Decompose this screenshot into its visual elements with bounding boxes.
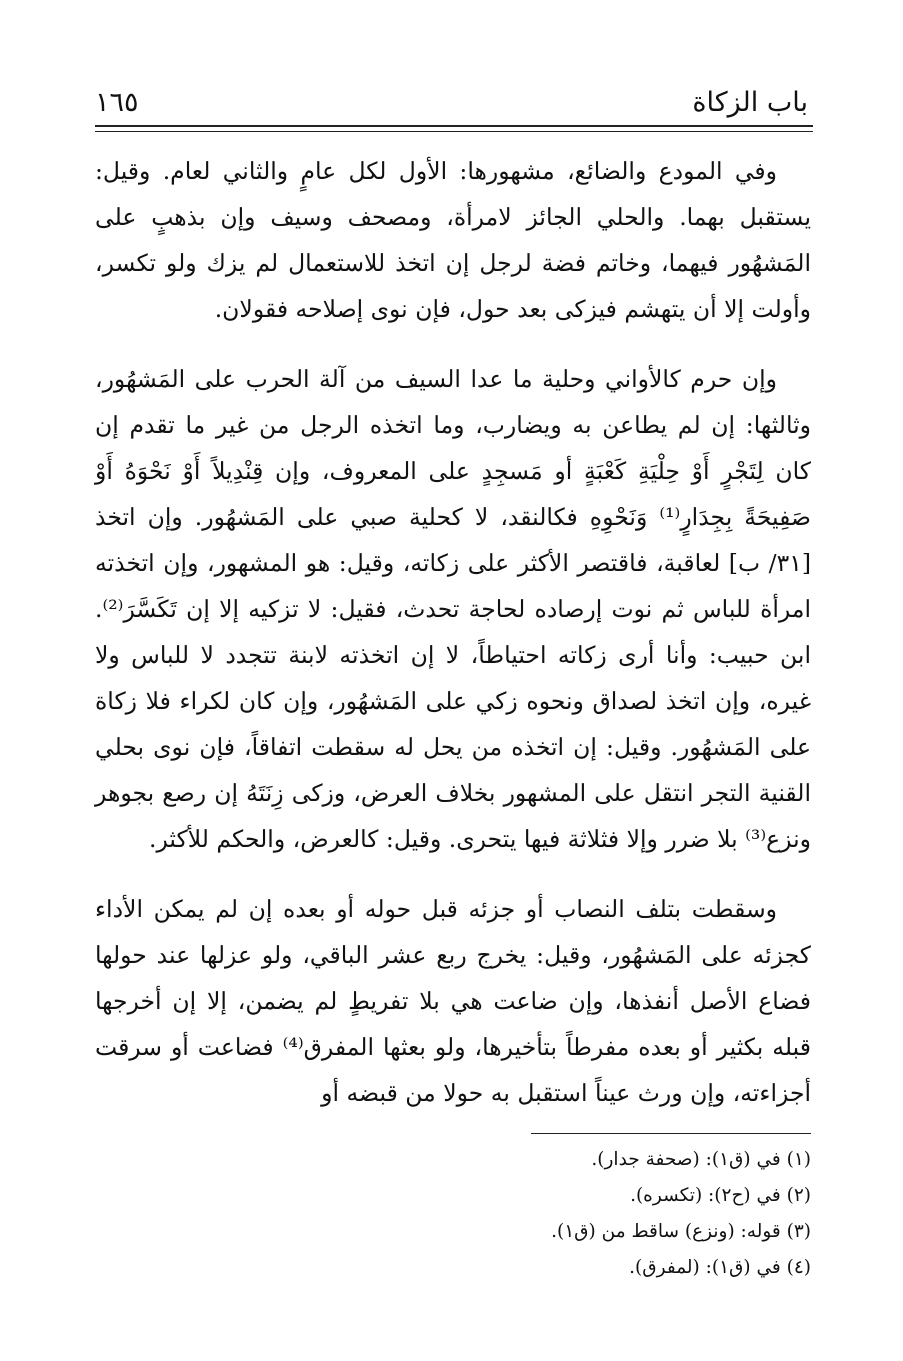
header-rule [95,125,813,127]
paragraph: وإن حرم كالأواني وحلية ما عدا السيف من آلة الحرب على المَشهُور، وثالثها: إن لم يطاعن به ويضارب، وما اتخذه الرجل من غير ما تقدم إن كان لِتَجْرٍ أَوْ حِلْيَةِ كَعْبَةٍ أو مَسجِدٍ على المعروف، وإن قِنْدِيلاً أَوْ نَحْوَهُ أَوْ صَفِيحَةً بِجِدَارٍ⁽¹⁾ وَنَحْوِهِ فكالنقد، لا كحلية صبي على المَشهُور. وإن اتخذ [٣١/ ب] لعاقبة، فاقتصر الأكثر على زكاته، وقيل: هو المشهور، وإن اتخذته امرأة للباس ثم نوت إرصاده لحاجة تحدث، فقيل: لا تزكيه إلا إن تَكَسَّرَ⁽²⁾. ابن حبيب: وأنا أرى زكاته احتياطاً، لا إن اتخذته لابنة تتجدد لا للباس ولا غيره، وإن اتخذ لصداق ونحوه زكي على المَشهُور، وإن كان لكراء فلا زكاة على المَشهُور. وقيل: إن اتخذه من يحل له سقطت اتفاقاً، فإن نوى بحلي القنية التجر انتقل على المشهور بخلاف العرض، وزكى زِنَتَهُ إن رصع بجوهر ونزع⁽³⁾ بلا ضرر وإلا فثلاثة فيها يتحرى. وقيل: كالعرض، والحكم للأكثر. [95,365,811,853]
footnote: (٢) في (ح٢): (تكسره). [630,1185,811,1206]
paragraph: وفي المودع والضائع، مشهورها: الأول لكل عامٍ والثاني لعام. وقيل: يستقبل بهما. والحلي الجائز لامرأة، ومصحف وسيف وإن بذهبٍ على المَشهُور فيهما، وخاتم فضة لرجل إن اتخذ للاستعمال لم يزك ولو تكسر، وأولت إلا أن يتهشم فيزكى بعد حول، فإن نوى إصلاحه فقولان. [95,157,811,323]
chapter-title: باب الزكاة [692,87,808,118]
footnote: (٣) قوله: (ونزع) ساقط من (ق١). [551,1221,811,1242]
header-rule-thin [95,131,813,132]
footnotes [95,1142,811,1286]
paragraph: وسقطت بتلف النصاب أو جزئه قبل حوله أو بعده إن لم يمكن الأداء كجزئه على المَشهُور، وقيل: يخرج ربع عشر الباقي، ولو عزلها عند حولها فضاع الأصل أنفذها، وإن ضاعت هي بلا تفريطٍ لم يضمن، إلا إن أخرجها قبله بكثير أو بعده مفرطاً بتأخيرها، ولو بعثها المفرق⁽⁴⁾ فضاعت أو سرقت أجزاءته، وإن ورث عيناً استقبل به حولا من قبضه أو [95,895,811,1107]
body-text [95,148,811,1116]
page-number: ١٦٥ [95,87,139,118]
footnote: (١) في (ق١): (صحفة جدار). [591,1149,811,1170]
footnote: (٤) في (ق١): (لمفرق). [629,1257,811,1278]
footnote-separator [531,1133,811,1134]
running-header [95,78,808,118]
